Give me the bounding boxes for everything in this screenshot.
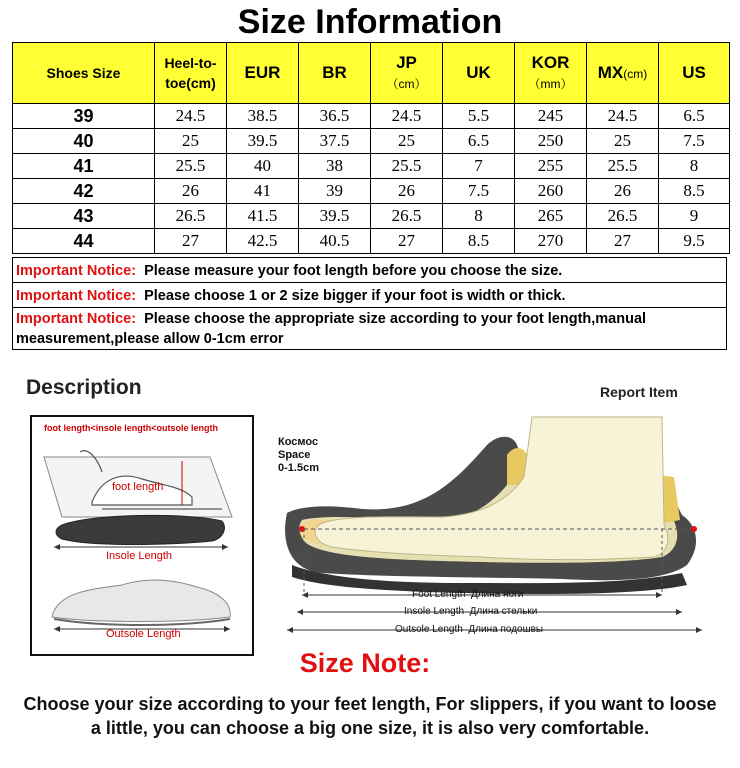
size-note-text: Choose your size according to your feet length, For slippers, if you want to loose a little, you can choose a big one size, it is also very comfortable. xyxy=(23,694,717,738)
value-cell: 270 xyxy=(515,229,587,254)
value-cell: 255 xyxy=(515,154,587,179)
value-cell: 26.5 xyxy=(155,204,227,229)
value-cell: 26 xyxy=(155,179,227,204)
value-cell: 27 xyxy=(587,229,659,254)
notice-2 xyxy=(12,282,727,308)
value-cell: 40.5 xyxy=(299,229,371,254)
header-kor: KOR （mm） xyxy=(515,43,587,104)
value-cell: 27 xyxy=(155,229,227,254)
header-mx: MX(cm) xyxy=(587,43,659,104)
notice-label: Important Notice: xyxy=(16,311,137,327)
value-cell: 42.5 xyxy=(227,229,299,254)
value-cell: 9.5 xyxy=(659,229,730,254)
notice-text: Please choose 1 or 2 size bigger if your foot is width or thick. xyxy=(144,288,566,304)
value-cell: 7.5 xyxy=(443,179,515,204)
header-shoes-size: Shoes Size xyxy=(13,43,155,104)
value-cell: 7.5 xyxy=(659,129,730,154)
value-cell: 41 xyxy=(227,179,299,204)
insole-length-measure: Insole Length Длина стельки xyxy=(404,606,538,617)
value-cell: 39 xyxy=(299,179,371,204)
size-table xyxy=(12,42,730,254)
value-cell: 39.5 xyxy=(299,204,371,229)
value-cell: 9 xyxy=(659,204,730,229)
header-br: BR xyxy=(299,43,371,104)
table-row xyxy=(13,129,730,154)
value-cell: 24.5 xyxy=(587,104,659,129)
size-cell: 42 xyxy=(13,179,155,204)
value-cell: 27 xyxy=(371,229,443,254)
value-cell: 250 xyxy=(515,129,587,154)
value-cell: 25.5 xyxy=(155,154,227,179)
value-cell: 7 xyxy=(443,154,515,179)
table-body xyxy=(13,104,730,254)
value-cell: 40 xyxy=(227,154,299,179)
report-item-label: Report Item xyxy=(600,384,678,400)
value-cell: 8 xyxy=(443,204,515,229)
size-cell: 44 xyxy=(13,229,155,254)
header-us: US xyxy=(659,43,730,104)
value-cell: 8 xyxy=(659,154,730,179)
header-jp: JP （cm） xyxy=(371,43,443,104)
size-cell: 39 xyxy=(13,104,155,129)
value-cell: 25.5 xyxy=(371,154,443,179)
notice-label: Important Notice: xyxy=(16,288,137,304)
outsole-length-label: Outsole Length xyxy=(106,628,181,640)
insole-length-label: Insole Length xyxy=(106,550,173,562)
value-cell: 38.5 xyxy=(227,104,299,129)
foot-length-label: foot length xyxy=(112,481,164,493)
value-cell: 245 xyxy=(515,104,587,129)
table-row xyxy=(13,179,730,204)
table-header-row xyxy=(13,43,730,104)
value-cell: 24.5 xyxy=(155,104,227,129)
header-heel-to-toe: Heel-to-toe(cm) xyxy=(155,43,227,104)
value-cell: 265 xyxy=(515,204,587,229)
value-cell: 24.5 xyxy=(371,104,443,129)
value-cell: 6.5 xyxy=(443,129,515,154)
notice-3 xyxy=(12,307,727,350)
value-cell: 25.5 xyxy=(587,154,659,179)
value-cell: 260 xyxy=(515,179,587,204)
value-cell: 26 xyxy=(587,179,659,204)
size-cell: 41 xyxy=(13,154,155,179)
value-cell: 26 xyxy=(371,179,443,204)
value-cell: 25 xyxy=(155,129,227,154)
description-title: Description xyxy=(26,376,142,399)
outsole-length-measure: Outsole Length Длина подошвы xyxy=(395,624,544,635)
table-row xyxy=(13,104,730,129)
value-cell: 26.5 xyxy=(371,204,443,229)
insole-icon xyxy=(54,515,228,550)
table-row xyxy=(13,204,730,229)
size-note-title: Size Note: xyxy=(299,648,431,678)
notice-1 xyxy=(12,257,727,283)
header-uk: UK xyxy=(443,43,515,104)
value-cell: 5.5 xyxy=(443,104,515,129)
header-eur: EUR xyxy=(227,43,299,104)
space-allowance-label: Космос Space 0-1.5cm xyxy=(278,436,319,474)
notice-text: Please choose the appropriate size according to your foot length,manual measurement,please allow 0-1cm error xyxy=(16,311,647,347)
value-cell: 41.5 xyxy=(227,204,299,229)
notice-label: Important Notice: xyxy=(16,263,137,279)
notice-text: Please measure your foot length before you choose the size. xyxy=(144,263,563,279)
table-row xyxy=(13,229,730,254)
value-cell: 8.5 xyxy=(443,229,515,254)
sneaker-icon xyxy=(52,580,230,632)
value-cell: 39.5 xyxy=(227,129,299,154)
value-cell: 8.5 xyxy=(659,179,730,204)
value-cell: 36.5 xyxy=(299,104,371,129)
length-comparison-caption: foot length<insole length<outsole length xyxy=(44,423,218,433)
value-cell: 25 xyxy=(371,129,443,154)
measurement-illustration-panel xyxy=(30,415,254,656)
value-cell: 38 xyxy=(299,154,371,179)
value-cell: 25 xyxy=(587,129,659,154)
value-cell: 26.5 xyxy=(587,204,659,229)
foot-length-measure: Foot Length Длина ноги xyxy=(412,589,524,600)
value-cell: 37.5 xyxy=(299,129,371,154)
size-cell: 43 xyxy=(13,204,155,229)
size-cell: 40 xyxy=(13,129,155,154)
measurement-illustrations xyxy=(32,417,252,654)
page-title: Size Information xyxy=(237,3,503,41)
value-cell: 6.5 xyxy=(659,104,730,129)
table-row xyxy=(13,154,730,179)
